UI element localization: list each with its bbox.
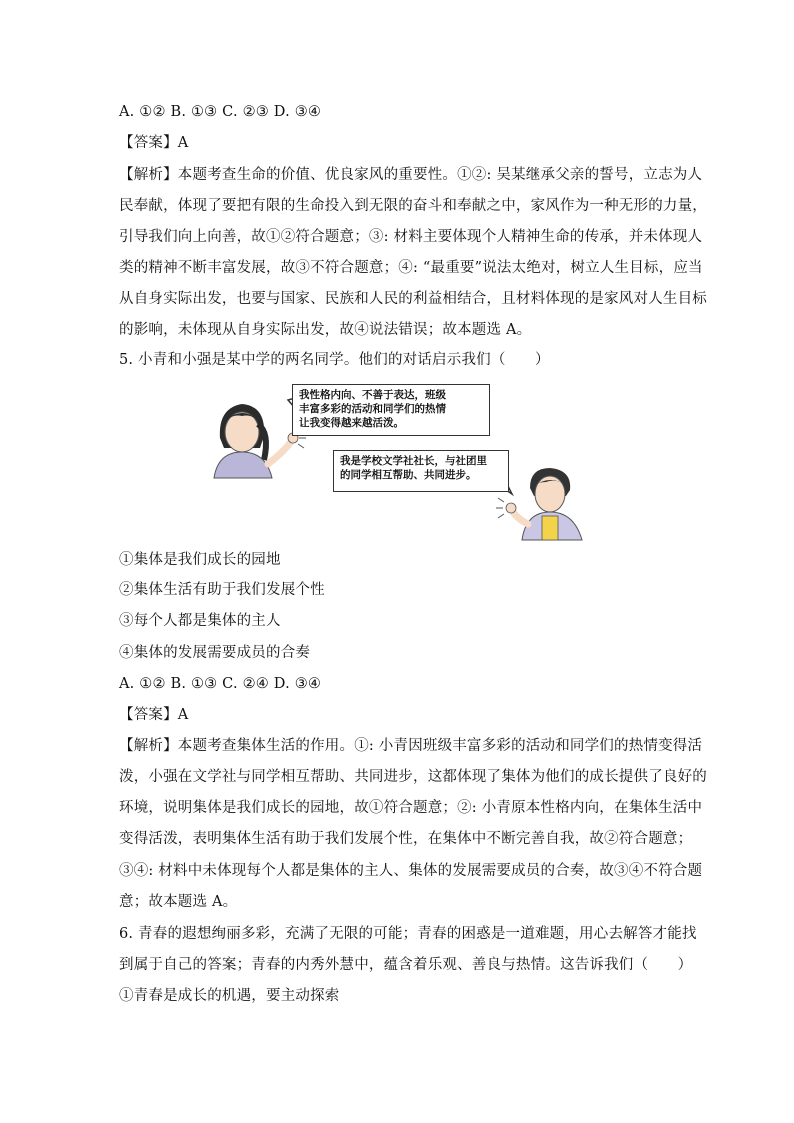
q4-explanation-line: 引导我们向上向善，故①②符合题意；③: 材料主要体现个人精神生命的传承，并未体现人	[119, 229, 703, 245]
boy-speech-bubble	[333, 450, 509, 492]
q5-answer: 【答案】A	[119, 707, 189, 723]
q4-explanation-line: 从自身实际出发，也要与国家、民族和人民的利益相结合，且材料体现的是家风对人生目标	[119, 291, 707, 307]
q4-explanation-line: 民奉献，体现了要把有限的生命投入到无限的奋斗和奉献之中，家风作为一种无形的力量，	[119, 198, 707, 214]
q4-explanation-line: 类的精神不断丰富发展，故③不符合题意；④: “最重要”说法太绝对，树立人生目标，应当	[119, 260, 703, 276]
q5-explanation-line: 泼，小强在文学社与同学相互帮助、共同进步，这都体现了集体为他们的成长提供了良好的	[119, 769, 707, 785]
q5-explanation-line: 意；故本题选 A。	[119, 894, 238, 910]
q5-explanation-line: ③④: 材料中未体现每个人都是集体的主人、集体的发展需要成员的合奏，故③④不符合题	[119, 863, 703, 879]
girl-speech-bubble	[292, 384, 490, 436]
q5-choice: ①集体是我们成长的园地	[119, 552, 281, 568]
boy-bubble-line: 我是学校文学社社长，与社团里	[340, 455, 487, 467]
q5-choice: ②集体生活有助于我们发展个性	[119, 582, 325, 598]
q6-stem-line: 到属于自己的答案；青春的内秀外慧中，蕴含着乐观、善良与热情。这告诉我们（ ）	[119, 957, 693, 973]
q6-stem-line: 6. 青春的遐想绚丽多彩，充满了无限的可能；青春的困惑是一道难题，用心去解答才能找	[119, 926, 697, 942]
girl-bubble-line: 我性格内向、不善于表达，班级	[299, 389, 446, 401]
q5-explanation-line: 变得活泼，表明集体生活有助于我们发展个性，在集体中不断完善自我，故②符合题意；	[119, 831, 693, 847]
girl-bubble-line: 让我变得越来越活泼。	[299, 417, 404, 429]
boy-bubble-line: 的同学相互帮助、共同进步。	[340, 469, 477, 481]
q5-options: A. ①② B. ①③ C. ②④ D. ③④	[119, 676, 322, 692]
dialogue-illustration	[200, 378, 600, 543]
q5-choice: ③每个人都是集体的主人	[119, 613, 281, 629]
q5-explanation-line: 环境，说明集体是我们成长的园地，故①符合题意；②: 小青原本性格内向，在集体生活中	[119, 800, 703, 816]
girl-bubble-line: 丰富多彩的活动和同学们的热情	[299, 403, 446, 415]
q4-explanation-line: 【解析】本题考查生命的价值、优良家风的重要性。①②: 吴某继承父亲的誓号，立志为人	[119, 167, 703, 183]
q4-explanation-line: 的影响，未体现从自身实际出发，故④说法错误；故本题选 A。	[119, 322, 532, 338]
q5-choice: ④集体的发展需要成员的合奏	[119, 645, 311, 661]
q4-answer: 【答案】A	[119, 135, 189, 151]
q6-choice: ①青春是成长的机遇，要主动探索	[119, 988, 340, 1004]
q5-explanation-line: 【解析】本题考查集体生活的作用。①: 小青因班级丰富多彩的活动和同学们的热情变得活	[119, 738, 703, 754]
q4-options: A. ①② B. ①③ C. ②③ D. ③④	[119, 104, 322, 120]
q5-stem: 5. 小青和小强是某中学的两名同学。他们的对话启示我们（ ）	[119, 352, 550, 368]
